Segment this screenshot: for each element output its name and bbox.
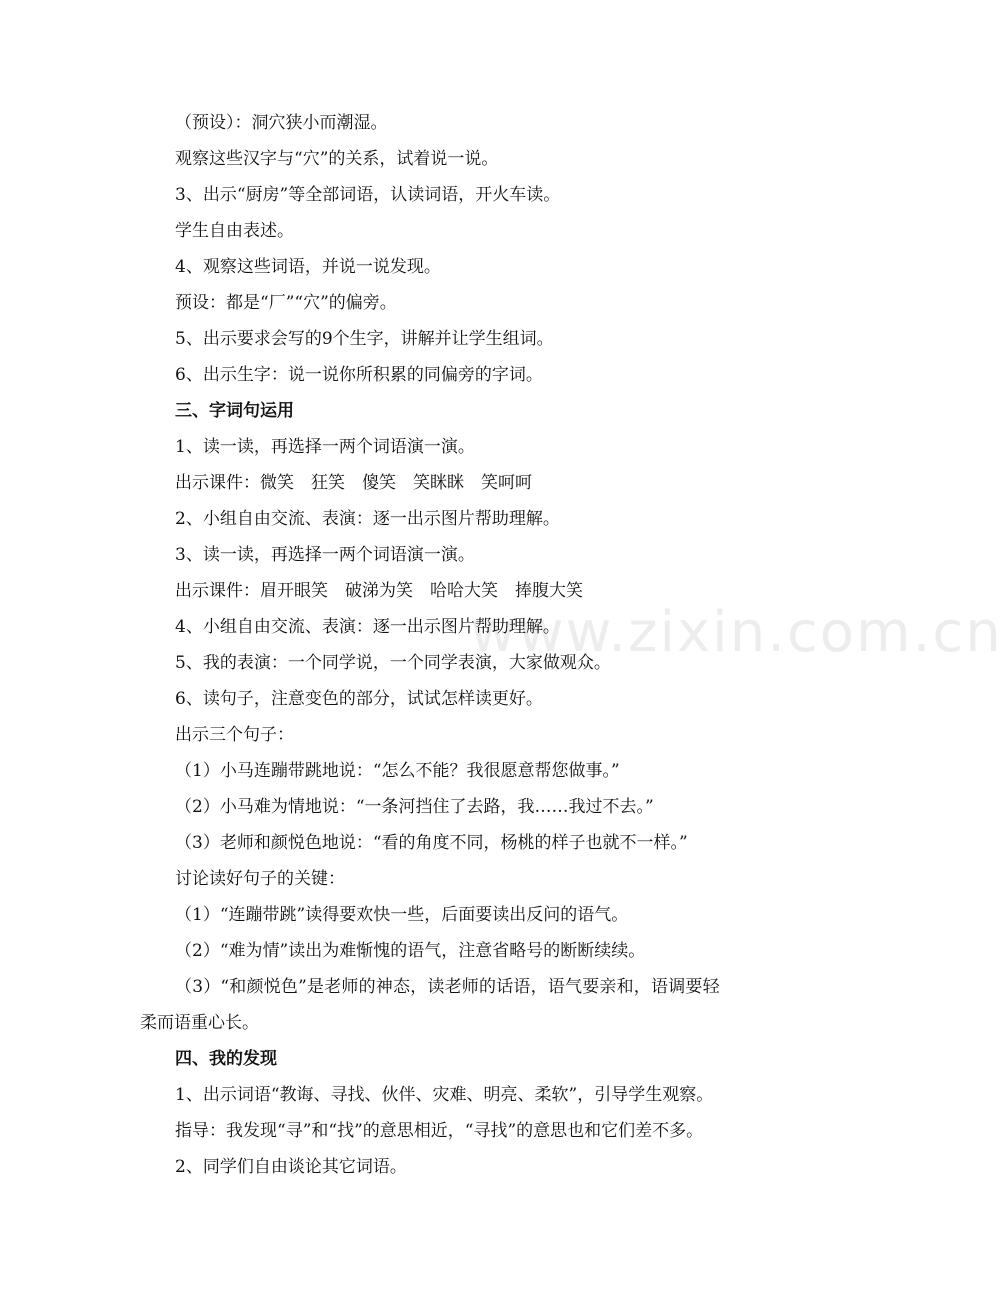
text-line: 4、小组自由交流、表演：逐一出示图片帮助理解。 [175,617,560,637]
watermark: www.zixin.com.cn [470,600,1003,665]
text-line: （3）老师和颜悦色地说：“看的角度不同，杨桃的样子也就不一样。” [175,833,688,853]
text-line: 学生自由表述。 [175,221,294,241]
text-line: （2）小马难为情地说：“一条河挡住了去路，我……我过不去。” [175,797,654,817]
section-heading: 三、字词句运用 [175,401,294,421]
text-line: 2、小组自由交流、表演：逐一出示图片帮助理解。 [175,509,560,529]
text-line: 1、读一读，再选择一两个词语演一演。 [175,437,475,457]
text-line: 讨论读好句子的关键： [175,869,345,889]
section-heading: 四、我的发现 [175,1049,277,1069]
text-line: 出示课件：眉开眼笑 破涕为笑 哈哈大笑 捧腹大笑 [175,581,583,601]
text-line: 预设：都是“厂”“穴”的偏旁。 [175,293,397,313]
text-line: （3）“和颜悦色”是老师的神态，读老师的话语，语气要亲和，语调要轻 [175,977,720,997]
text-line: 观察这些汉字与“穴”的关系，试着说一说。 [175,149,499,169]
text-line: 1、出示词语“教诲、寻找、伙伴、灾难、明亮、柔软”，引导学生观察。 [175,1085,714,1105]
text-line: （预设）：洞穴狭小而潮湿。 [175,113,388,133]
text-line: （1）“连蹦带跳”读得要欢快一些，后面要读出反问的语气。 [175,905,629,925]
text-line: 6、出示生字：说一说你所积累的同偏旁的字词。 [175,365,543,385]
text-line: （1）小马连蹦带跳地说：“怎么不能？我很愿意帮您做事。” [175,761,620,781]
text-line: 柔而语重心长。 [140,1013,259,1033]
text-line: 指导：我发现“寻”和“找”的意思相近，“寻找”的意思也和它们差不多。 [175,1121,704,1141]
text-line: （2）“难为情”读出为难惭愧的语气，注意省略号的断断续续。 [175,941,646,961]
text-line: 3、读一读，再选择一两个词语演一演。 [175,545,475,565]
text-line: 出示三个句子： [175,725,294,745]
text-line: 出示课件：微笑 狂笑 傻笑 笑眯眯 笑呵呵 [175,473,532,493]
text-line: 5、出示要求会写的9个生字，讲解并让学生组词。 [175,329,554,349]
text-line: 3、出示“厨房”等全部词语，认读词语，开火车读。 [175,185,561,205]
text-line: 5、我的表演：一个同学说，一个同学表演，大家做观众。 [175,653,611,673]
text-line: 4、观察这些词语，并说一说发现。 [175,257,441,277]
text-line: 2、同学们自由谈论其它词语。 [175,1157,407,1177]
text-line: 6、读句子，注意变色的部分，试试怎样读更好。 [175,689,543,709]
